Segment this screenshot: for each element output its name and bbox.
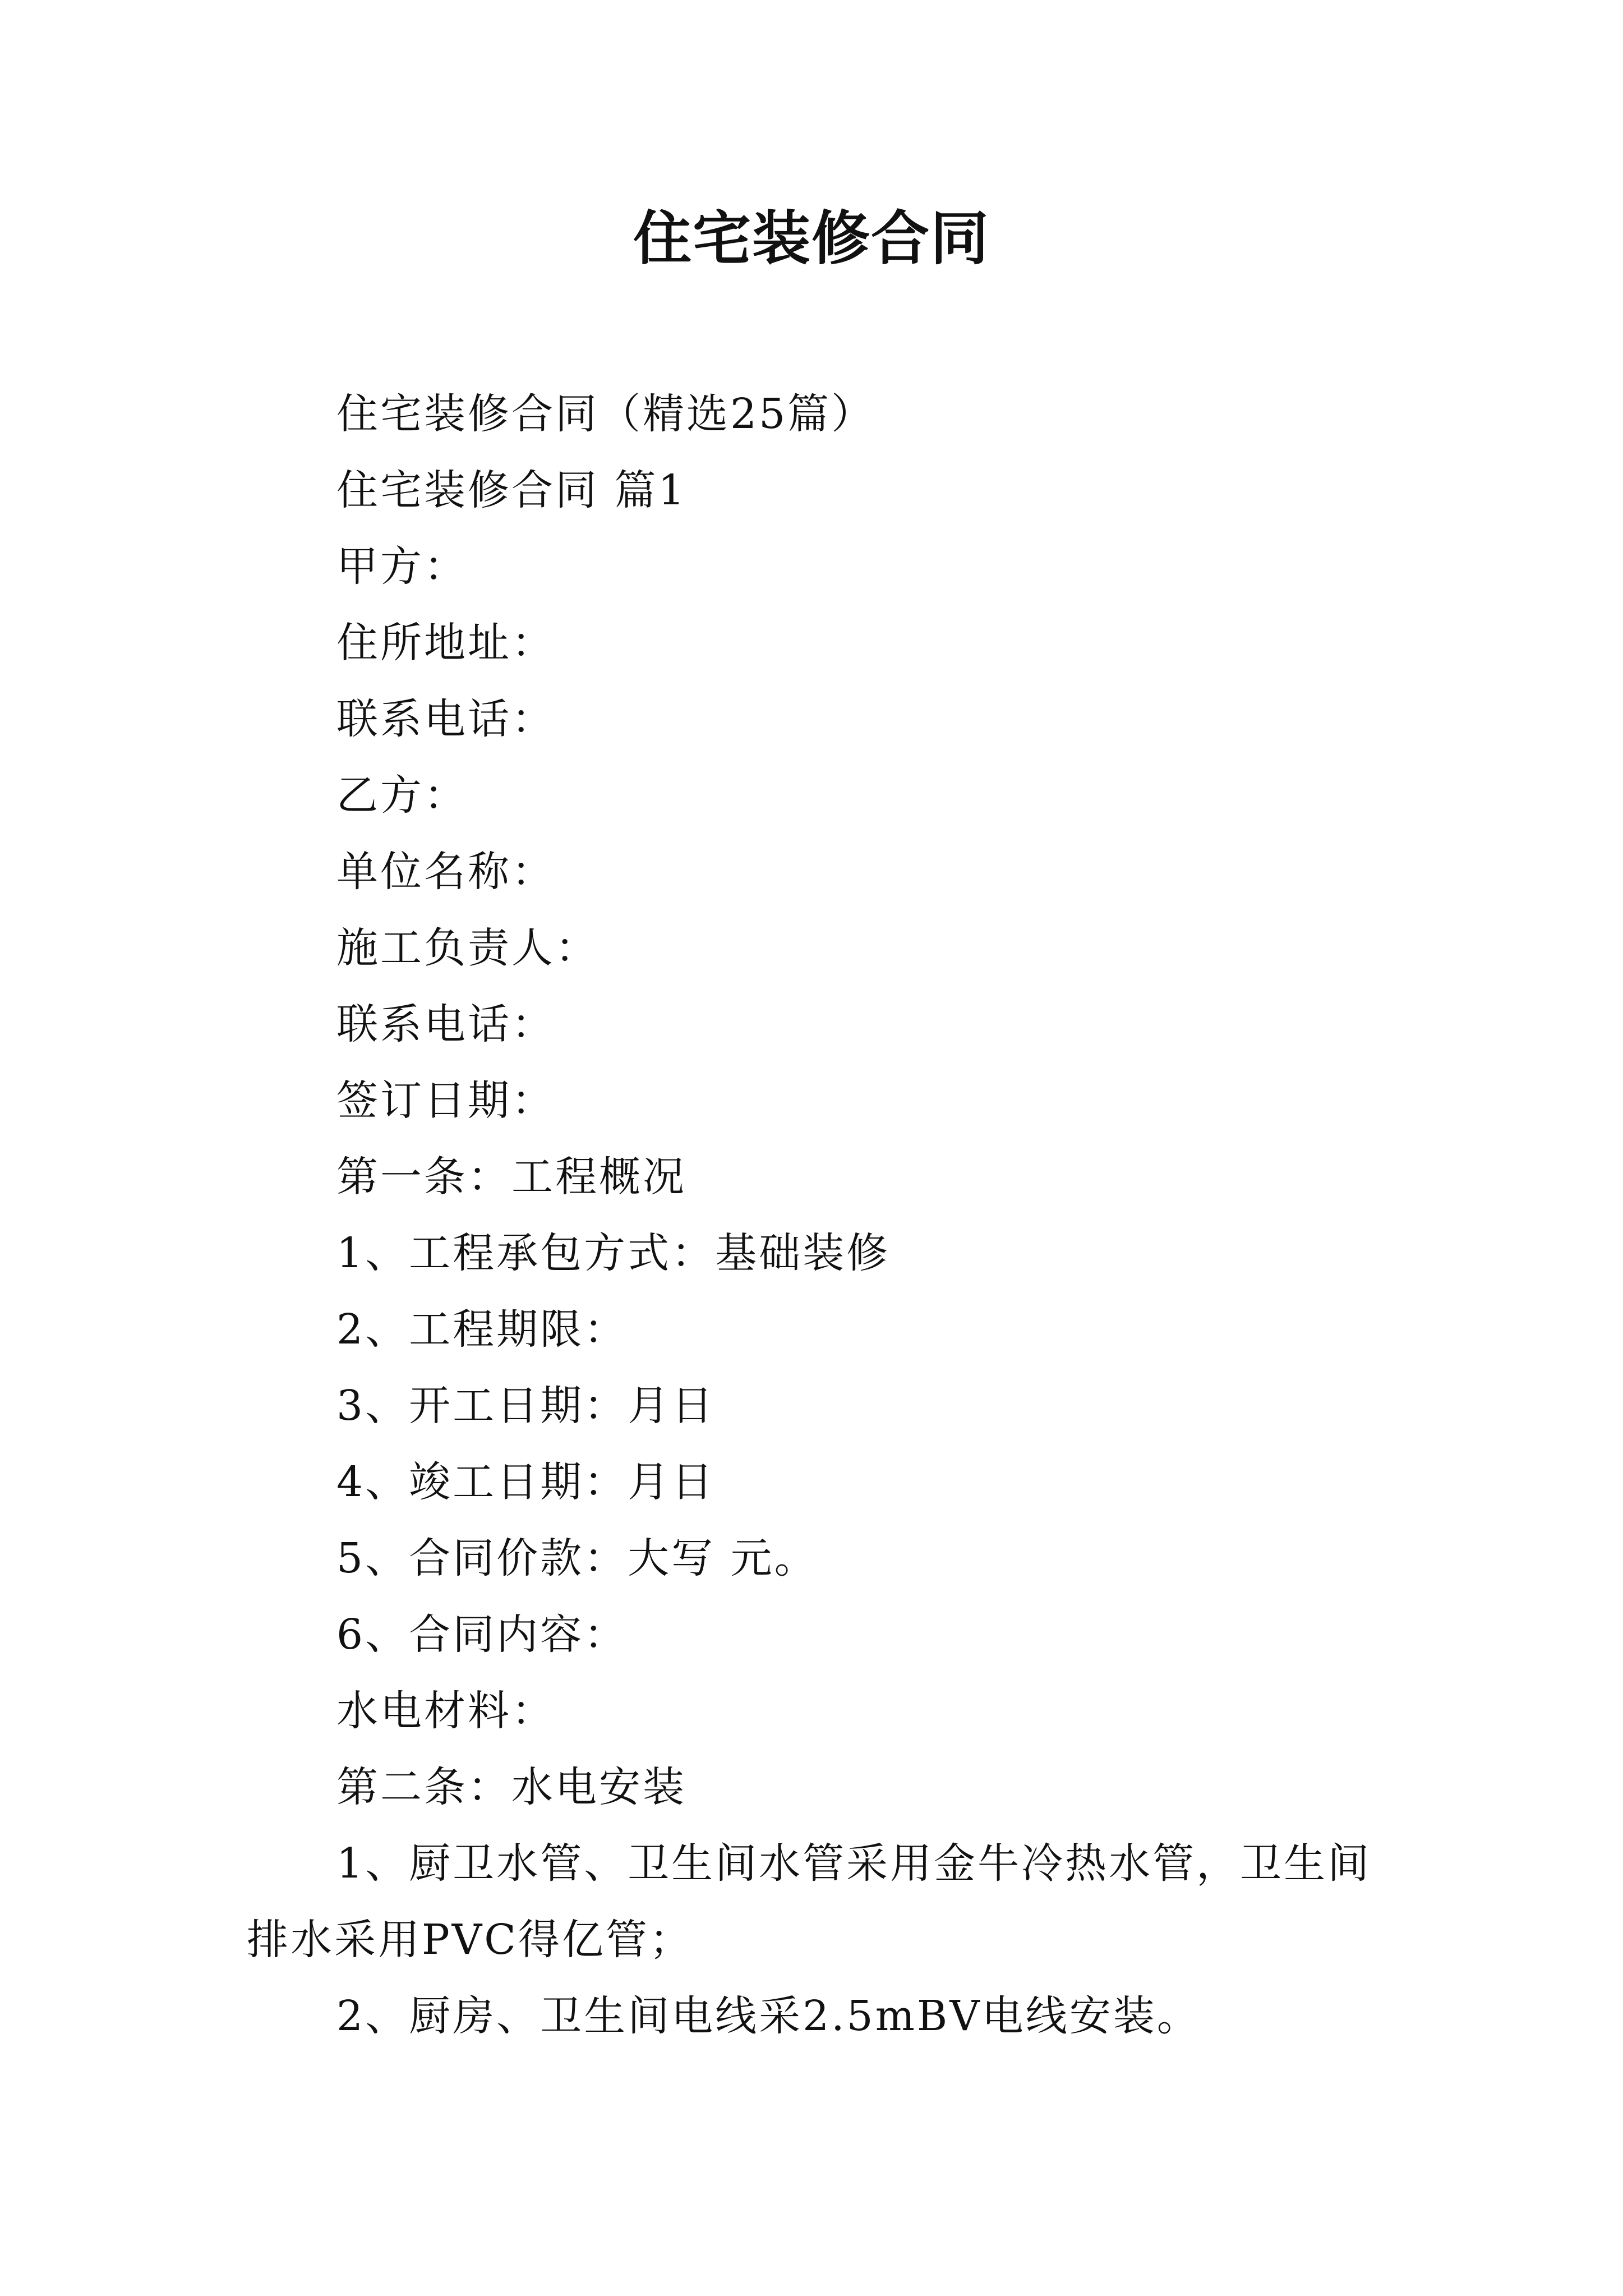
paragraph-party-b: 乙方： — [336, 771, 468, 820]
paragraph-party-a-phone: 联系电话： — [336, 695, 555, 743]
paragraph-collection-title: 住宅装修合同（精选25篇） — [336, 390, 875, 438]
paragraph-party-b-manager: 施工负责人： — [336, 924, 599, 972]
paragraph-party-a-address: 住所地址： — [336, 619, 555, 667]
paragraph-item-start-date: 3、开工日期：月日 — [336, 1382, 716, 1430]
paragraph-sign-date: 签订日期： — [336, 1076, 555, 1125]
paragraph-item-end-date: 4、竣工日期：月日 — [336, 1458, 716, 1506]
paragraph-item-price: 5、合同价款：大写 元。 — [336, 1534, 818, 1582]
paragraph-article-1: 第一条：工程概况 — [336, 1153, 686, 1201]
document-body — [247, 376, 1385, 2054]
paragraph-party-b-unit: 单位名称： — [336, 848, 555, 896]
paragraph-party-a: 甲方： — [336, 542, 468, 591]
paragraph-item-contract-method: 1、工程承包方式：基础装修 — [336, 1229, 891, 1277]
paragraph-item-duration: 2、工程期限： — [336, 1305, 628, 1354]
paragraph-materials: 水电材料： — [336, 1687, 555, 1735]
paragraph-section-title: 住宅装修合同 篇1 — [336, 466, 687, 514]
document-title: 住宅装修合同 — [633, 204, 990, 273]
paragraph-water-pipes: 1、厨卫水管、卫生间水管采用金牛冷热水管，卫生间排水采用PVC得亿管； — [247, 1839, 1372, 1964]
paragraph-article-2: 第二条：水电安装 — [336, 1763, 686, 1811]
paragraph-party-b-phone: 联系电话： — [336, 1000, 555, 1048]
paragraph-item-content: 6、合同内容： — [336, 1611, 628, 1659]
paragraph-wiring: 2、厨房、卫生间电线采2.5mBV电线安装。 — [336, 1992, 1201, 2040]
